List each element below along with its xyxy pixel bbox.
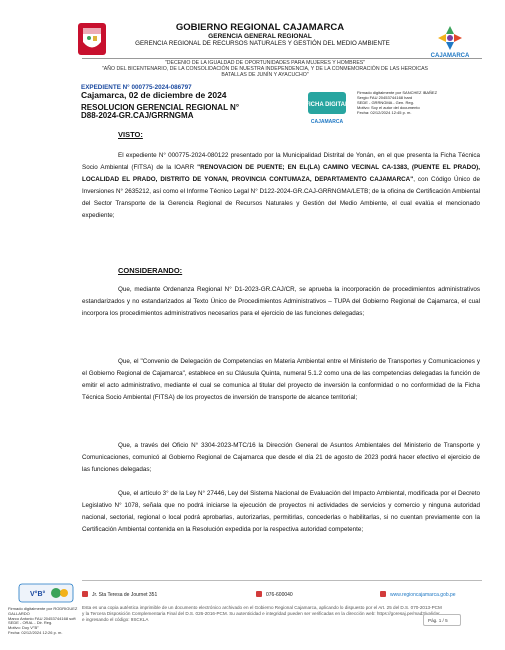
considerando-paragraph-2: Que, el "Convenio de Delegación de Competencias en Materia Ambiental entre el Ministerio de Transportes y Comunicaciones y el Gobierno Regional de Cajamarca", establece en su Cláusula Quinta, numeral 5.1.2 como una de las competencias delegadas la función de emitir el acto administrativo, mediante el cual se comunica al titular del proyecto de inversión la conformidad o no conformidad de la Ficha Técnica Socio Ambiental (FITSA) de los proyectos de inversión de transporte de alcance territorial; bbox=[82, 358, 480, 401]
visto-heading: VISTO: bbox=[118, 130, 143, 139]
considerando-paragraph-1: Que, mediante Ordenanza Regional N° D1-2023-GR.CAJ/CR, se aprueba la incorporación de procedimientos administrativos estandarizados y no estandarizados al Texto Único de Procedimientos Administrativos – TUPA del Gobierno Regional de Cajamarca, el cual incorpora los procedimientos administrativos necesarios para el ejercicio de las funciones delegadas; bbox=[82, 286, 480, 317]
stamp-line-2: CAJAMARCA bbox=[310, 119, 344, 125]
footer-sig-line-3: SEDE - ORAL - Dir. Reg. bbox=[8, 620, 53, 626]
footer-website-link[interactable]: www.regioncajamarca.gob.pe bbox=[390, 592, 456, 598]
signature-line-1: Firmado digitalmente por SANCHEZ IBAÑEZ bbox=[357, 90, 438, 95]
expediente-number: EXPEDIENTE N° 000775-2024-086797 bbox=[81, 84, 192, 91]
phone-icon bbox=[256, 591, 262, 597]
footer-address: Jr. Sta Teresa de Journet 351 bbox=[92, 592, 158, 598]
header-subtitle-1: GERENCIA GENERAL REGIONAL bbox=[208, 33, 312, 40]
header-quote-line-1: "DECENIO DE LA IGUALDAD DE OPORTUNIDADES PARA MUJERES Y HOMBRES" bbox=[164, 60, 366, 66]
digital-signature-block bbox=[357, 90, 477, 115]
header-quote bbox=[100, 60, 430, 78]
footer-signature-block bbox=[8, 607, 78, 636]
header-right-logo-text: CAJAMARCA bbox=[430, 53, 470, 59]
page-number: Pág. 1 / 5 bbox=[428, 618, 448, 623]
considerando-paragraph-4: Que, el artículo 3° de la Ley N° 27446, Ley del Sistema Nacional de Evaluación del Impacto Ambiental, modificada por el Decreto Legislativo N° 1078, señala que no podrá iniciarse la ejecución de proyectos ni actividades de servicios y comercio y ninguna autoridad nacional, sectorial, regional o local podrá aprobarlas, autorizarlas, permitirlas, concederlas o habilitarlas, si no cuentan previamente con la Certificación Ambiental contenida en la Resolución expedida por la respectiva autoridad competente; bbox=[82, 490, 480, 533]
visto-text-a: El expediente N° 000775-2024-080122 presentado por la Municipalidad Distrital de Yonán, en el que presenta la Ficha Técnica Socio Ambiental (FITSA) de la IOARR bbox=[82, 152, 480, 171]
ficha-digital-stamp bbox=[304, 90, 350, 128]
footer-phone: 076-600040 bbox=[266, 592, 293, 598]
visto-text-c: , con Código Único de Inversiones N° 2635212, así como el Informe Técnico Legal N° D122-2024-GR.CAJ-GRRNGMA/LETB; de la oficina de Certificación Ambiental del Sector Transporte de la Gerencia Regional de Recursos Naturales y Gestión del Medio Ambiente, el cual evalúa el mencionado expediente; bbox=[82, 176, 480, 219]
considerando-heading: CONSIDERANDO: bbox=[118, 266, 183, 275]
signature-line-5: Fecha: 02/12/2024 12:45 p. m. bbox=[357, 110, 412, 115]
signature-line-2: Sergio FAU 20453744168 hard bbox=[357, 95, 413, 100]
footer-sig-line-1: Firmado digitalmente por RODRIGUEZ GALLARDO bbox=[8, 606, 78, 616]
header-quote-line-2: "AÑO DEL BICENTENARIO, DE LA CONSOLIDACIÓN DE NUESTRA INDEPENDENCIA, Y DE LA CONMEMORACIÓN DE LAS HEROICAS BATALLAS DE JUNÍN Y AYACUCHO" bbox=[101, 66, 429, 78]
location-icon bbox=[82, 591, 88, 597]
stamp-line-1: FICHA DIGITAL bbox=[305, 102, 349, 108]
resolution-title: RESOLUCION GERENCIAL REGIONAL N° D88-2024-GR.CAJ/GRRNGMA bbox=[81, 103, 240, 120]
footer-divider bbox=[82, 580, 482, 581]
peru-coat-of-arms-icon bbox=[77, 22, 107, 56]
visto-project-name: "RENOVACION DE PUENTE; EN EL(LA) CAMINO VECINAL CA-1383, (PUENTE EL PRADO), LOCALIDAD EL PRADO, DISTRITO DE YONAN, PROVINCIA CONTUMAZA, DEPARTAMENTO CAJAMARCA" bbox=[82, 164, 480, 183]
vb-label: V°B° bbox=[30, 591, 46, 598]
signature-line-4: Motivo: Soy el autor del documento bbox=[357, 105, 420, 110]
document-date: Cajamarca, 02 de diciembre de 2024 bbox=[81, 90, 227, 100]
header-subtitle-2: GERENCIA REGIONAL DE RECURSOS NATURALES Y GESTIÓN DEL MEDIO AMBIENTE bbox=[135, 40, 390, 47]
globe-icon bbox=[380, 591, 386, 597]
footer-sig-line-5: Fecha: 02/12/2024 12:26 p. m. bbox=[8, 629, 63, 635]
signature-line-3: SEDE - GRRNGMA - Gen. Reg. bbox=[357, 100, 414, 105]
footer-authenticity-note: Esta es una copia auténtica imprimible de un documento electrónico archivado en el Gobierno Regional Cajamarca, aplicando lo dispuesto por el Art. 25 del D.S. 070-2013-PCM y la Tercera Disposición Complementaria Final del D.S. 026-2016-PCM. Su autenticidad e integridad pueden ser verificadas en la dirección web: https://goresaj.pe/mad3/validar e ingresando el código: 9SCKLA bbox=[82, 605, 442, 622]
vb-stamp-icon bbox=[18, 583, 74, 603]
header-title: GOBIERNO REGIONAL CAJAMARCA bbox=[175, 22, 345, 33]
header-divider bbox=[82, 58, 482, 59]
footer-sig-line-2: Marco Antonio FAU 20453744168 soft bbox=[8, 615, 76, 621]
considerando-paragraph-3: Que, a través del Oficio N° 3304-2023-MTC/16 la Dirección General de Asuntos Ambientales del Ministerio de Transporte y Comunicaciones, comunicó al Gobierno Regional de Cajamarca que desde el día 21 de agosto de 2023 podrá hacer efectivo el ejercicio de las funciones delegadas; bbox=[82, 442, 480, 473]
visto-paragraph bbox=[82, 150, 480, 222]
footer-sig-line-4: Motivo: Doy V°B° bbox=[8, 625, 39, 631]
